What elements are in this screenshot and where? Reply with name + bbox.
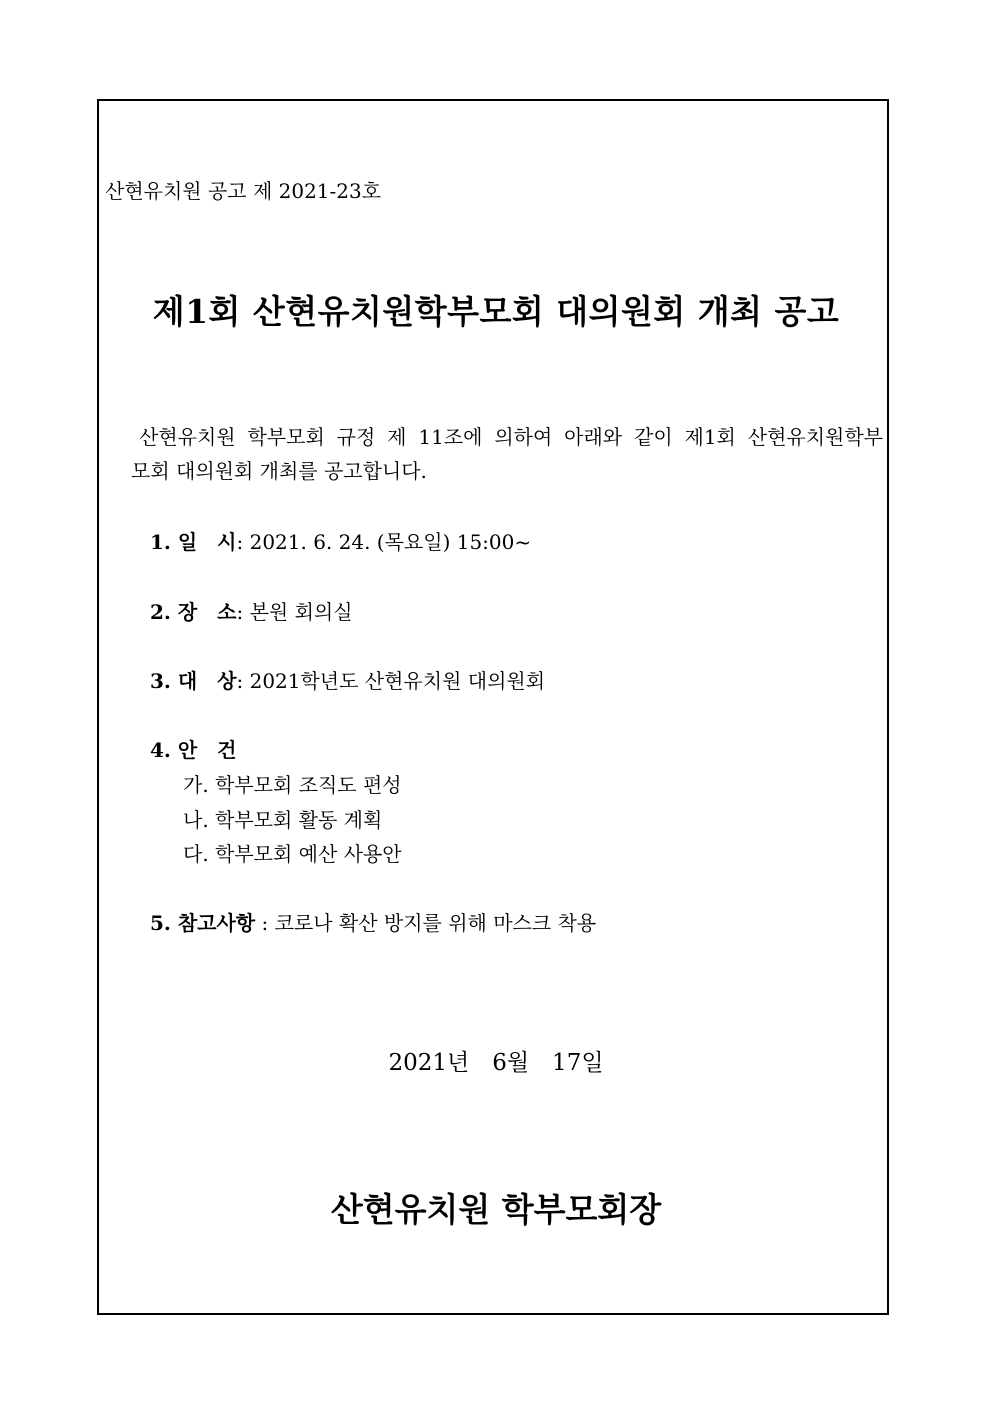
item-notes-value: 코로나 확산 방지를 위해 마스크 착용 [274, 911, 597, 935]
item-place-separator: : [236, 600, 250, 624]
item-agenda-label: 4. 안 건 [150, 738, 237, 762]
document-border [97, 99, 889, 1315]
agenda-item-2: 나. 학부모회 활동 계획 [183, 808, 383, 832]
item-target-label: 3. 대 상 [150, 669, 237, 693]
item-target-separator: : [236, 669, 250, 693]
agenda-item-3: 다. 학부모회 예산 사용안 [183, 842, 402, 866]
item-datetime-separator: : [236, 530, 250, 554]
item-notes-label: 5. 참고사항 [150, 911, 256, 935]
intro-line-2: 모회 대의원회 개최를 공고합니다. [131, 459, 427, 483]
intro-paragraph [131, 420, 883, 488]
item-target [150, 665, 545, 694]
item-agenda [150, 734, 236, 763]
document-title: 제1회 산현유치원학부모회 대의원회 개최 공고 [152, 292, 840, 331]
item-datetime-value: 2021. 6. 24. (목요일) 15:00~ [249, 530, 532, 554]
item-target-value: 2021학년도 산현유치원 대의원회 [249, 669, 546, 693]
agenda-item-1: 가. 학부모회 조직도 편성 [183, 773, 402, 797]
item-datetime-label: 1. 일 시 [150, 530, 237, 554]
item-place-value: 본원 회의실 [249, 600, 353, 624]
item-notes-separator: : [255, 911, 275, 935]
issuer-signature: 산현유치원 학부모회장 [330, 1190, 662, 1229]
item-place [150, 596, 353, 625]
notice-number: 산현유치원 공고 제 2021-23호 [105, 179, 382, 203]
intro-line-1: 산현유치원 학부모회 규정 제 11조에 의하여 아래와 같이 제1회 산현유치원학부 [139, 425, 883, 449]
item-place-label: 2. 장 소 [150, 600, 237, 624]
document-date: 2021년 6월 17일 [388, 1050, 604, 1076]
item-datetime [150, 526, 531, 555]
item-notes [150, 907, 596, 936]
